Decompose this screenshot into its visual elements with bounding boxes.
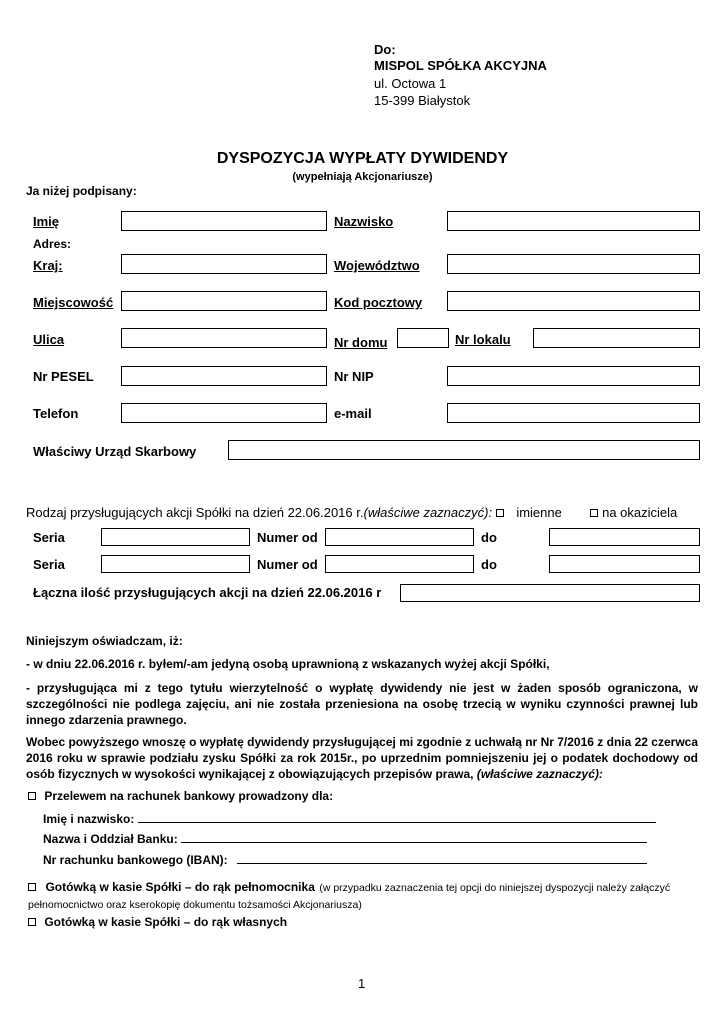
checkbox-cash-own[interactable] (28, 918, 36, 926)
declaration-request-text: Wobec powyższego wnoszę o wypłatę dywidendy przysługującej mi zgodnie z uchwałą nr Nr 7/2016 z dnia 22 czerwca 2016 roku w sprawie podziału zysku Spółki za rok 2015r., po uprzednim pomniejszeniu jej o podatek dochodowy od osób fizycznych w wysokości wynikającej z obowiązujących przepisów prawa, (26, 735, 698, 781)
address-label: Adres: (33, 237, 72, 251)
cash-proxy-note: (w przypadku zaznaczenia tej opcji do niniejszej dyspozycji należy załączyć pełnomocnictwo oraz kserokopię dokumentu tożsamości Akcjonariusza) (28, 882, 671, 911)
nip-field[interactable] (447, 366, 700, 386)
first-name-field[interactable] (121, 211, 327, 231)
number-from-field-2[interactable] (325, 555, 474, 573)
cash-own-label: Gotówką w kasie Spółki – do rąk własnych (44, 915, 288, 929)
number-to-field-2[interactable] (549, 555, 700, 573)
apartment-no-label: Nr lokalu (455, 332, 511, 347)
checkbox-transfer[interactable] (28, 792, 36, 800)
page-subtitle: (wypełniają Akcjonariusze) (292, 171, 433, 183)
country-field[interactable] (121, 254, 327, 274)
bank-name-row (43, 830, 647, 846)
recipient-city: 15-399 Białystok (374, 93, 471, 108)
pesel-field[interactable] (121, 366, 327, 386)
city-label: Miejscowość (33, 295, 114, 310)
iban-label: Nr rachunku bankowego (IBAN): (43, 853, 228, 867)
house-no-label: Nr domu (334, 335, 388, 350)
share-type-text: Rodzaj przysługujących akcji Spółki na dzień 22.06.2016 r. (26, 505, 364, 520)
cash-proxy-label: Gotówką w kasie Spółki – do rąk pełnomocnika (45, 880, 315, 894)
pesel-label: Nr PESEL (33, 369, 94, 384)
series-field-2[interactable] (101, 555, 250, 573)
series-label-2: Seria (33, 557, 65, 572)
street-field[interactable] (121, 328, 327, 348)
phone-label: Telefon (33, 406, 79, 421)
last-name-label: Nazwisko (334, 214, 394, 229)
iban-line[interactable] (237, 851, 647, 864)
declaration-point-1: - w dniu 22.06.2016 r. byłem/-am jedyną osobą uprawnioną z wskazanych wyżej akcji Spółki, (26, 657, 550, 671)
option-registered-label: imienne (516, 505, 562, 520)
checkbox-cash-proxy[interactable] (28, 883, 36, 891)
transfer-option (28, 789, 333, 803)
page-number: 1 (358, 976, 366, 991)
nip-label: Nr NIP (334, 369, 374, 384)
recipient-label: Do: (374, 42, 396, 57)
tax-office-field[interactable] (228, 440, 700, 460)
last-name-field[interactable] (447, 211, 700, 231)
share-type-line (26, 505, 677, 520)
province-label: Województwo (334, 258, 420, 273)
series-field-1[interactable] (101, 528, 250, 546)
tax-office-label: Właściwy Urząd Skarbowy (33, 444, 197, 459)
page-title: DYSPOZYCJA WYPŁATY DYWIDENDY (216, 150, 509, 167)
checkbox-bearer[interactable] (590, 509, 598, 517)
to-label-2: do (481, 557, 497, 572)
share-type-hint: (właściwe zaznaczyć): (363, 505, 493, 520)
recipient-street: ul. Octowa 1 (374, 76, 447, 91)
bank-name-line[interactable] (181, 830, 647, 843)
number-from-label-2: Numer od (257, 557, 318, 572)
email-label: e-mail (334, 406, 372, 421)
email-field[interactable] (447, 403, 700, 423)
cash-own-option (28, 915, 287, 929)
declaration-request (26, 734, 698, 782)
phone-field[interactable] (121, 403, 327, 423)
holder-name-label: Imię i nazwisko: (43, 812, 135, 826)
declaration-request-hint: (właściwe zaznaczyć): (476, 767, 603, 781)
street-label: Ulica (33, 332, 65, 347)
number-to-field-1[interactable] (549, 528, 700, 546)
total-shares-field[interactable] (400, 584, 700, 602)
number-from-field-1[interactable] (325, 528, 474, 546)
intro-text: Ja niżej podpisany: (26, 184, 137, 198)
declaration-heading: Niniejszym oświadczam, iż: (26, 634, 183, 648)
iban-row (43, 851, 647, 867)
house-no-field[interactable] (397, 328, 449, 348)
recipient-company: MISPOL SPÓŁKA AKCYJNA (374, 58, 547, 73)
number-from-label-1: Numer od (257, 530, 318, 545)
city-field[interactable] (121, 291, 327, 311)
postal-code-label: Kod pocztowy (334, 295, 423, 310)
total-shares-label: Łączna ilość przysługujących akcji na dzień 22.06.2016 r (33, 585, 382, 600)
apartment-no-field[interactable] (533, 328, 700, 348)
holder-name-row (43, 810, 656, 826)
bank-name-label: Nazwa i Oddział Banku: (43, 832, 178, 846)
checkbox-registered[interactable] (496, 509, 504, 517)
postal-code-field[interactable] (447, 291, 700, 311)
to-label-1: do (481, 530, 497, 545)
holder-name-line[interactable] (138, 810, 656, 823)
transfer-label: Przelewem na rachunek bankowy prowadzony dla: (44, 789, 334, 803)
country-label: Kraj: (33, 258, 63, 273)
series-label-1: Seria (33, 530, 65, 545)
first-name-label: Imię (33, 214, 60, 229)
declaration-point-2: - przysługująca mi z tego tytułu wierzytelność o wypłatę dywidendy nie jest w żaden sposób ograniczona, w szczególności nie podlega zajęciu, ani nie została przeniesiona na osobę trzecią w wyniku czynności prawnej lub innego zdarzenia prawnego. (26, 681, 698, 727)
province-field[interactable] (447, 254, 700, 274)
option-bearer-label: na okaziciela (602, 505, 678, 520)
cash-proxy-option (28, 879, 700, 913)
